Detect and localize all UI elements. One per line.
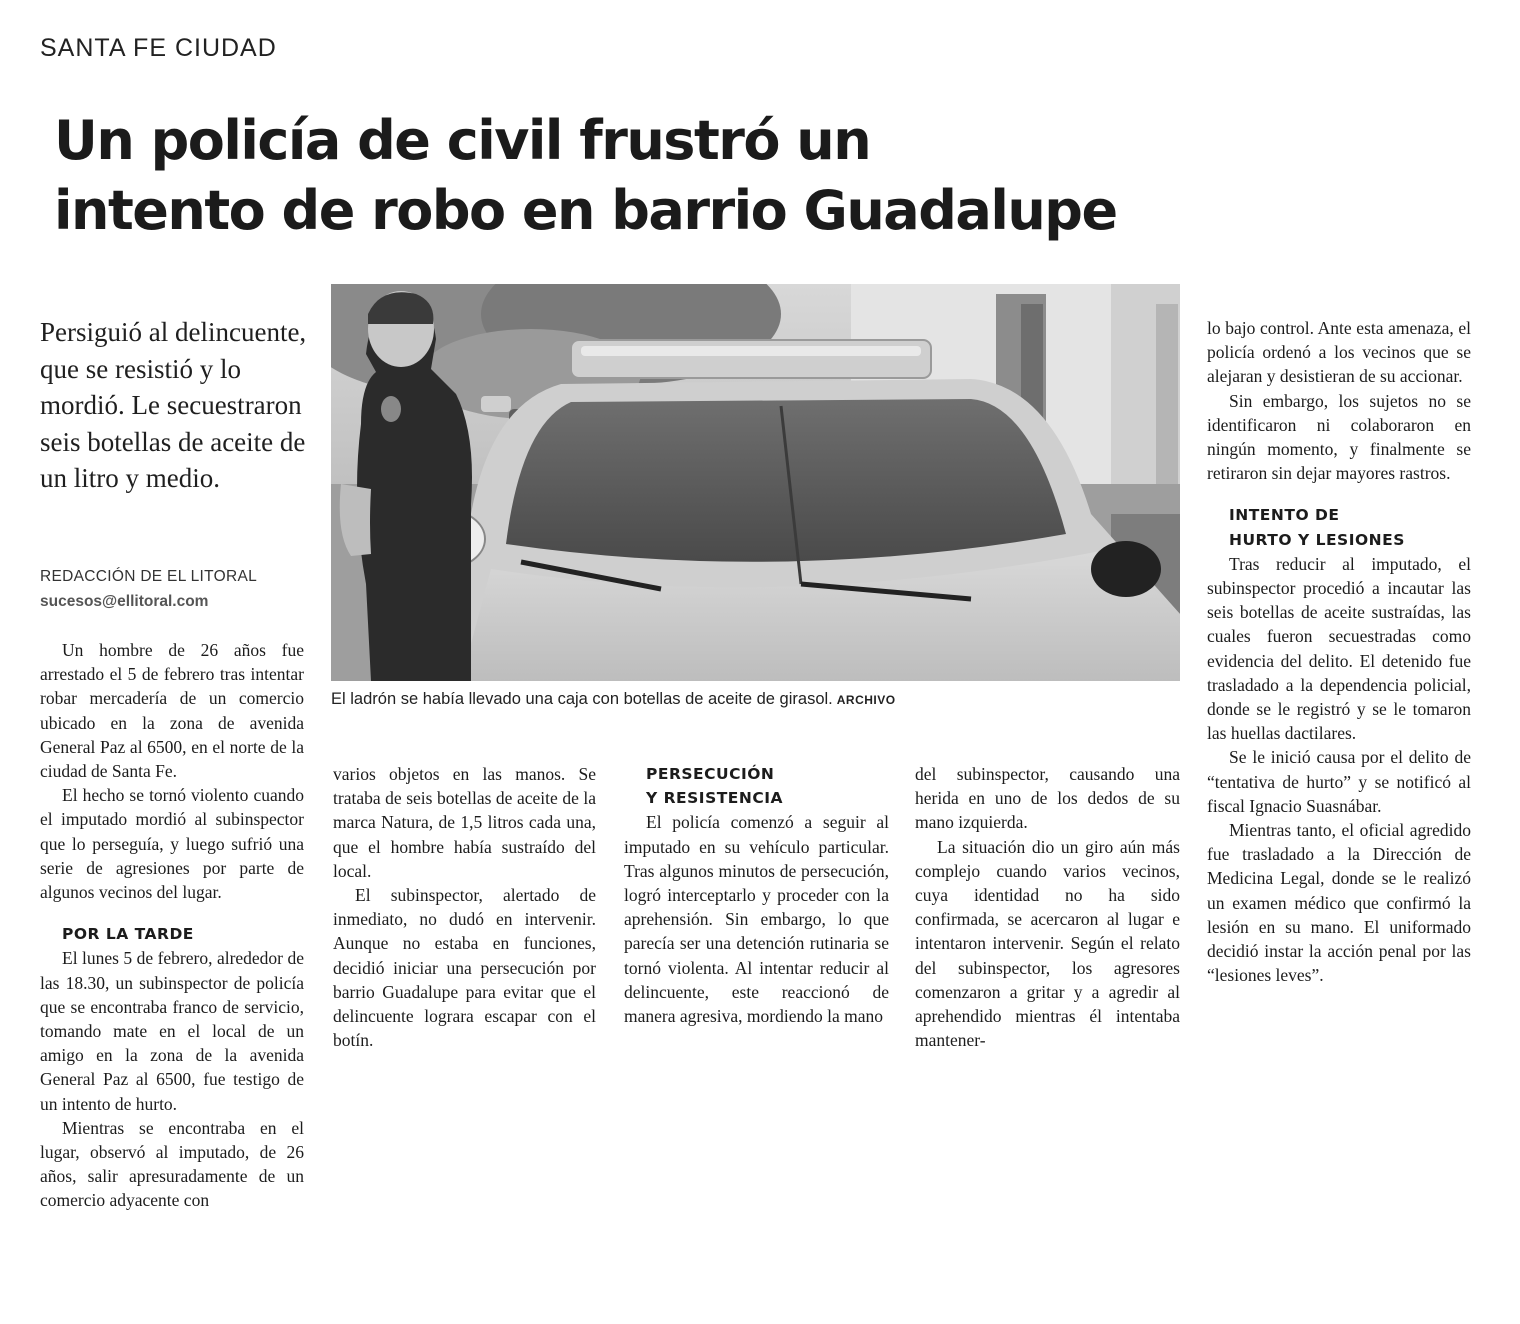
paragraph: El hecho se tornó violento cuando el imputado mordió al subinspector que lo perseguía, y luego sufrió una serie de agresiones por parte de algunos vecinos del lugar. bbox=[40, 785, 304, 903]
headline bbox=[54, 106, 1294, 246]
photo-credit: ARCHIVO bbox=[836, 693, 896, 707]
byline-author: REDACCIÓN DE EL LITORAL bbox=[40, 568, 258, 585]
byline-email: sucesos@ellitoral.com bbox=[40, 593, 209, 610]
article-column-4 bbox=[915, 762, 1180, 1052]
article-column-5 bbox=[1207, 316, 1471, 987]
subhead-por-la-tarde: POR LA TARDE bbox=[62, 925, 194, 944]
paragraph-continued: lo bajo control. Ante esta amenaza, el policía ordenó a los vecinos que se alejaran y desistieran de su accionar. bbox=[1207, 318, 1471, 387]
paragraph: La situación dio un giro aún más complejo cuando varios vecinos, cuya identidad no ha sido confirmada, se acercaron al lugar e intentaron intervenir. Según el relato del subinspector, los agresores comenzaron a gritar y a agredir al aprehendido mientras él intentaba mantener- bbox=[915, 836, 1180, 1051]
paragraph: Mientras se encontraba en el lugar, observó al imputado, de 26 años, salir apresuradamente de un comercio adyacente con bbox=[40, 1117, 304, 1211]
subhead-persecucion-line-2: Y RESISTENCIA bbox=[646, 789, 784, 808]
article-column-2 bbox=[333, 762, 596, 1052]
police-car-photo bbox=[331, 284, 1180, 681]
paragraph-continued: varios objetos en las manos. Se trataba de seis botellas de aceite de la marca Natura, de 1,5 litros cada una, que el hombre había sustraído del local. bbox=[333, 764, 596, 881]
paragraph: Mientras tanto, el oficial agredido fue trasladado a la Dirección de Medicina Legal, donde se le realizó un examen médico que confirmó la lesión en su mano. El uniformado decidió instar la acción penal por las “lesiones leves”. bbox=[1207, 820, 1471, 986]
caption-text: El ladrón se había llevado una caja con botellas de aceite de girasol. bbox=[331, 690, 833, 708]
article-column-3 bbox=[624, 762, 889, 1028]
deck-summary: Persiguió al delincuente, que se resistió y lo mordió. Le secuestraron seis botellas de aceite de un litro y medio. bbox=[40, 317, 307, 493]
paragraph: El policía comenzó a seguir al imputado en su vehículo particular. Tras algunos minutos de persecución, logró interceptarlo y proceder con la aprehensión. Sin embargo, lo que parecía ser una detención rutinaria se tornó violenta. Al intentar reducir al delincuente, este reaccionó de manera agresiva, mordiendo la mano bbox=[624, 812, 889, 1027]
article-photo bbox=[331, 284, 1180, 681]
article-column-1 bbox=[40, 638, 304, 1213]
paragraph: Sin embargo, los sujetos no se identificaron ni colaboraron en ningún momento, y finalmente se retiraron sin dejar mayores rastros. bbox=[1207, 390, 1471, 484]
headline-line-2: intento de robo en barrio Guadalupe bbox=[54, 179, 1117, 242]
paragraph: Se le inició causa por el delito de “tentativa de hurto” y se notificó al fiscal Ignacio Suasnábar. bbox=[1207, 747, 1471, 816]
subhead-intento-line-1: INTENTO DE bbox=[1229, 506, 1340, 525]
subhead-intento-line-2: HURTO Y LESIONES bbox=[1229, 530, 1405, 549]
section-label: SANTA FE CIUDAD bbox=[40, 34, 277, 62]
photo-caption bbox=[331, 690, 896, 709]
paragraph: El subinspector, alertado de inmediato, no dudó en intervenir. Aunque no estaba en funciones, decidió iniciar una persecución por barrio Guadalupe para evitar que el delincuente lograra escapar con el botín. bbox=[333, 885, 596, 1051]
paragraph: Tras reducir al imputado, el subinspector procedió a incautar las seis botellas de aceite sustraídas, las cuales fueron secuestradas como evidencia del delito. El detenido fue trasladado a la dependencia policial, donde se le registró y se le tomaron las huellas dactilares. bbox=[1207, 553, 1471, 744]
paragraph: Un hombre de 26 años fue arrestado el 5 de febrero tras intentar robar mercadería de un comercio ubicado en la zona de avenida General Paz al 6500, en el norte de la ciudad de Santa Fe. bbox=[40, 640, 304, 782]
headline-line-1: Un policía de civil frustró un bbox=[54, 109, 871, 172]
subhead-persecucion-line-1: PERSECUCIÓN bbox=[646, 765, 775, 783]
paragraph: El lunes 5 de febrero, alrededor de las 18.30, un subinspector de policía que se encontraba franco de servicio, tomando mate en el local de un amigo en la zona de la avenida General Paz al 6500, fue testigo de un intento de hurto. bbox=[40, 948, 304, 1114]
paragraph-continued: del subinspector, causando una herida en uno de los dedos de su mano izquierda. bbox=[915, 764, 1180, 833]
